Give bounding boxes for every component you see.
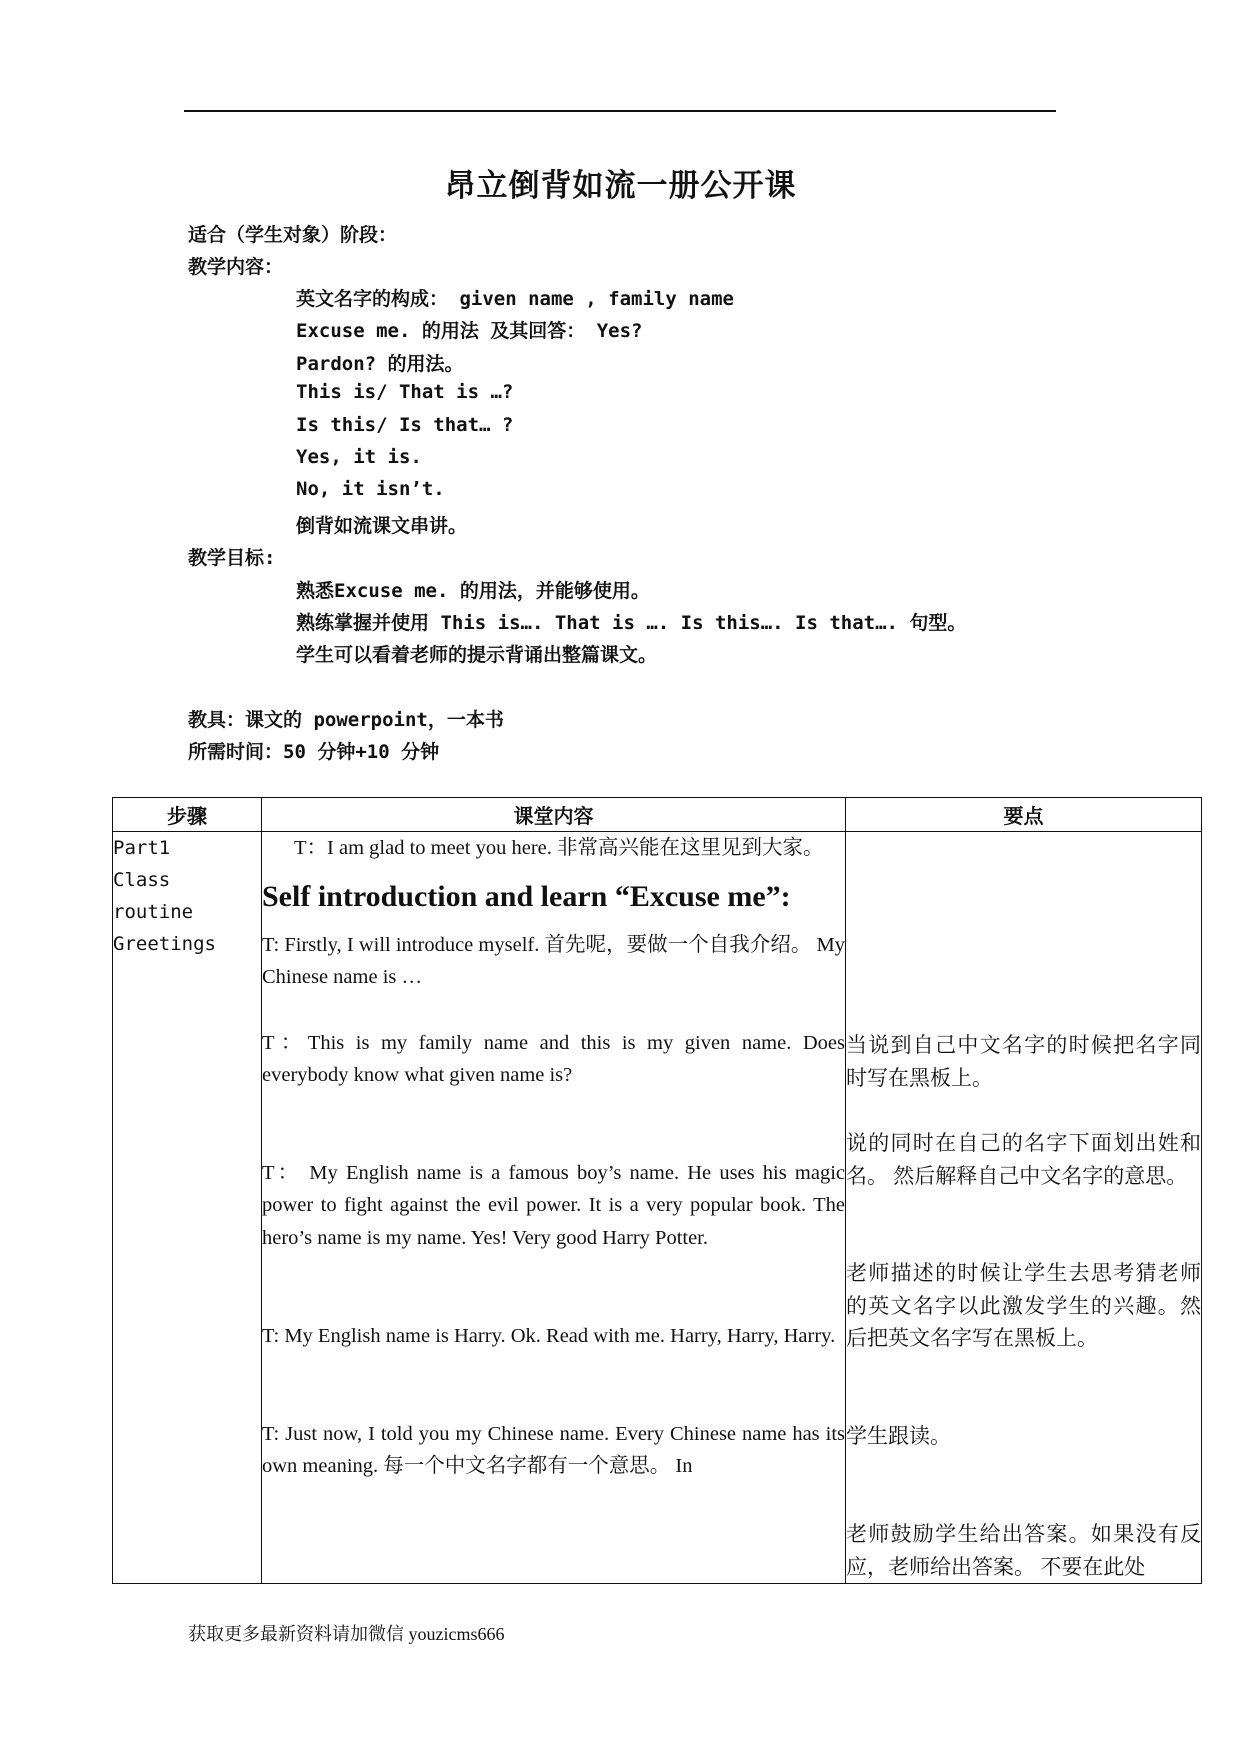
notes-cell bbox=[846, 832, 1202, 1584]
note-paragraph: 老师鼓励学生给出答案。如果没有反应，老师给出答案。 不要在此处 bbox=[846, 1522, 1201, 1579]
goals-label: 教学目标: bbox=[188, 547, 276, 569]
content-item: Excuse me. 的用法 及其回答： Yes? bbox=[296, 320, 643, 342]
content-label: 教学内容： bbox=[188, 256, 284, 278]
header-notes: 要点 bbox=[846, 798, 1202, 832]
time-line: 所需时间：50 分钟+10 分钟 bbox=[188, 741, 440, 763]
header-rule bbox=[184, 110, 1056, 112]
content-item: Pardon? 的用法。 bbox=[296, 353, 464, 375]
document-title: 昂立倒背如流一册公开课 bbox=[444, 168, 797, 204]
header-content: 课堂内容 bbox=[262, 798, 846, 832]
content-item: Is this/ Is that… ? bbox=[296, 414, 514, 436]
content-paragraph: T： My English name is a famous boy’s name. He uses his magic power to fight against the evil power. It is a very popular book. The hero’s name is my name. Yes! Very good Harry Potter. bbox=[262, 1161, 845, 1249]
footer-note: 获取更多最新资料请加微信 youzicms666 bbox=[188, 1624, 505, 1644]
goal-item: 学生可以看着老师的提示背诵出整篇课文。 bbox=[296, 644, 658, 666]
content-cell bbox=[262, 832, 846, 1584]
lesson-plan-table bbox=[112, 797, 1202, 1584]
stage-label: 适合（学生对象）阶段： bbox=[188, 224, 398, 246]
step-line: Class routine bbox=[113, 869, 194, 923]
note-paragraph: 老师描述的时候让学生去思考猜老师的英文名字以此激发学生的兴趣。然后把英文名字写在黑板上。 bbox=[846, 1261, 1201, 1350]
goal-item: 熟练掌握并使用 This is…. That is …. Is this…. Is that…. 句型。 bbox=[296, 612, 967, 634]
note-paragraph: 说的同时在自己的名字下面划出姓和名。 然后解释自己中文名字的意思。 bbox=[846, 1131, 1201, 1188]
table-header-row bbox=[113, 798, 1202, 832]
tools-line: 教具：课文的 powerpoint，一本书 bbox=[188, 709, 504, 731]
notes-spacer bbox=[846, 832, 1201, 1029]
content-item: 倒背如流课文串讲。 bbox=[296, 515, 468, 537]
content-paragraph: T：This is my family name and this is my given name. Does everybody know what given name is? bbox=[262, 1031, 845, 1086]
content-paragraph: T: Just now, I told you my Chinese name. Every Chinese name has its own meaning. 每一个中文名字都有一个意思。 In bbox=[262, 1422, 845, 1477]
goal-item: 熟悉Excuse me. 的用法，并能够使用。 bbox=[296, 580, 650, 602]
step-line: Greetings bbox=[113, 933, 216, 955]
content-item: No, it isn’t. bbox=[296, 478, 445, 500]
table-row bbox=[113, 832, 1202, 1584]
content-item: Yes, it is. bbox=[296, 446, 422, 468]
section-heading: Self introduction and learn “Excuse me”: bbox=[262, 879, 791, 913]
step-line: Part1 bbox=[113, 837, 171, 859]
note-paragraph: 学生跟读。 bbox=[846, 1424, 951, 1448]
content-paragraph: T: My English name is Harry. Ok. Read with me. Harry, Harry, Harry. bbox=[262, 1324, 836, 1347]
content-item: This is/ That is …? bbox=[296, 381, 514, 403]
content-paragraph: T: Firstly, I will introduce myself. 首先呢，要做一个自我介绍。 My Chinese name is … bbox=[262, 933, 845, 988]
step-cell bbox=[113, 832, 262, 1584]
header-step: 步骤 bbox=[113, 798, 262, 832]
content-item: 英文名字的构成： given name , family name bbox=[296, 288, 734, 310]
note-paragraph: 当说到自己中文名字的时候把名字同时写在黑板上。 bbox=[846, 1033, 1201, 1090]
intro-line: T：I am glad to meet you here. 非常高兴能在这里见到大家。 bbox=[294, 837, 824, 859]
